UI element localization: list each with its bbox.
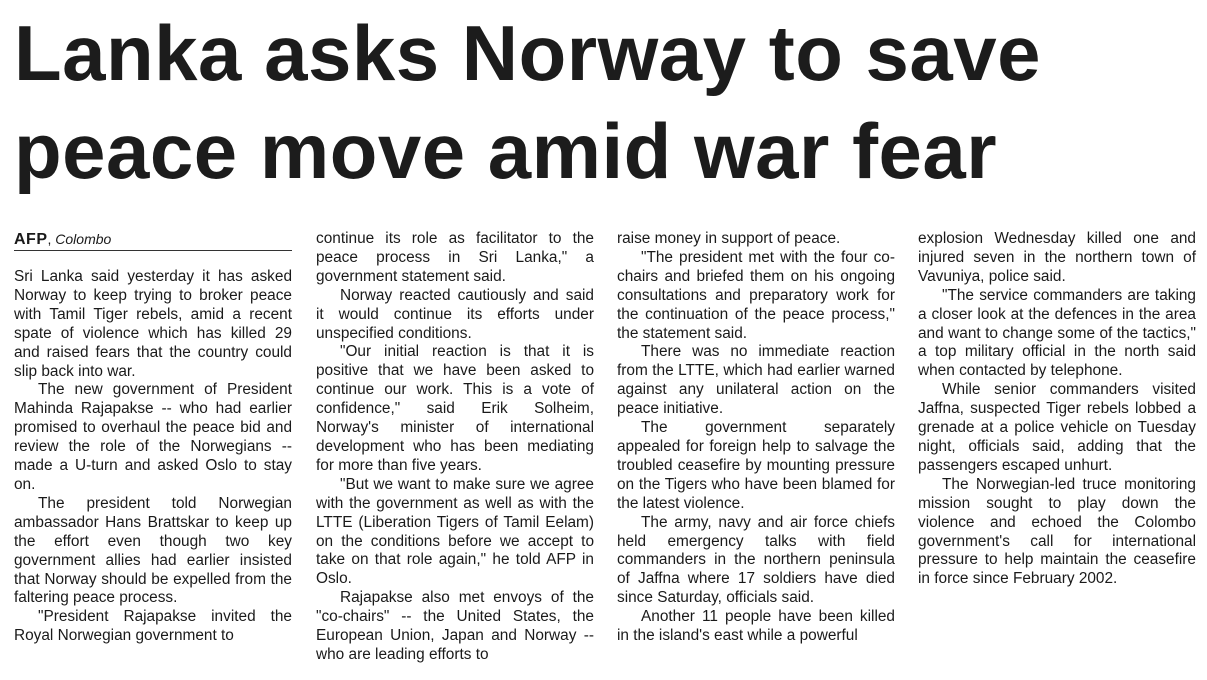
headline-line-2: peace move amid war fear [14, 107, 998, 195]
article-column-2 [316, 230, 594, 665]
headline [14, 4, 1204, 200]
paragraph: Rajapakse also met envoys of the "co-chairs" -- the United States, the European Union, Japan and Norway -- who are leading efforts to [316, 589, 594, 663]
paragraph: The Norwegian-led truce monitoring mission sought to play down the violence and echoed the Colombo government's call for international pressure to help maintain the ceasefire in force since February 2002. [918, 475, 1196, 588]
article-column-1 [14, 268, 292, 646]
paragraph: The army, navy and air force chiefs held emergency talks with field commanders in the northern peninsula of Jaffna where 17 soldiers have died since Saturday, officials said. [617, 513, 895, 607]
article-column-4 [918, 230, 1196, 589]
byline-agency: AFP [14, 231, 48, 248]
paragraph: There was no immediate reaction from the LTTE, which had earlier warned against any unilateral action on the peace initiative. [617, 343, 895, 418]
paragraph: continue its role as facilitator to the peace process in Sri Lanka," a government statement said. [316, 230, 594, 285]
paragraph: Norway reacted cautiously and said it would continue its efforts under unspecified conditions. [316, 286, 594, 342]
paragraph: Sri Lanka said yesterday it has asked Norway to keep trying to broker peace with Tamil Tiger rebels, amid a recent spate of violence which has killed 29 and raised fears that the country could slip back into war. [14, 268, 292, 380]
byline: AFP, Colombo [14, 230, 292, 251]
paragraph: explosion Wednesday killed one and injured seven in the northern town of Vavuniya, police said. [918, 230, 1196, 285]
article-column-3 [617, 230, 895, 646]
paragraph: "The service commanders are taking a closer look at the defences in the area and want to change some of the tactics," a top military official in the north said when contacted by telephone. [918, 286, 1196, 380]
paragraph: "Our initial reaction is that it is positive that we have been asked to continue our work. This is a vote of confidence," said Erik Solheim, Norway's minister of international development who has been mediating for more than five years. [316, 343, 594, 474]
headline-line-1: Lanka asks Norway to save [14, 9, 1042, 97]
byline-location: Colombo [55, 231, 112, 247]
paragraph: The new government of President Mahinda Rajapakse -- who had earlier promised to overhaul the peace bid and review the role of the Norwegians -- made a U-turn and asked Oslo to stay on. [14, 381, 292, 493]
paragraph: The president told Norwegian ambassador Hans Brattskar to keep up the effort even though two key government allies had earlier insisted that Norway should be expelled from the faltering peace process. [14, 494, 292, 607]
paragraph: Another 11 people have been killed in the island's east while a powerful [617, 608, 895, 645]
paragraph: raise money in support of peace. [617, 230, 841, 247]
paragraph: The government separately appealed for foreign help to salvage the troubled ceasefire by mounting pressure on the Tigers who have been blamed for the latest violence. [617, 419, 895, 512]
paragraph: "The president met with the four co-chairs and briefed them on his ongoing consultations and preparatory work for the continuation of the peace process," the statement said. [617, 248, 895, 342]
paragraph: While senior commanders visited Jaffna, suspected Tiger rebels lobbed a grenade at a police vehicle on Tuesday night, officials said, adding that the passengers escaped unhurt. [918, 381, 1196, 474]
paragraph: "President Rajapakse invited the Royal Norwegian government to [14, 608, 292, 645]
paragraph: "But we want to make sure we agree with the government as well as with the LTTE (Liberation Tigers of Tamil Eelam) on the conditions before we accept to take on that role again," he told AFP in Oslo. [316, 475, 594, 588]
